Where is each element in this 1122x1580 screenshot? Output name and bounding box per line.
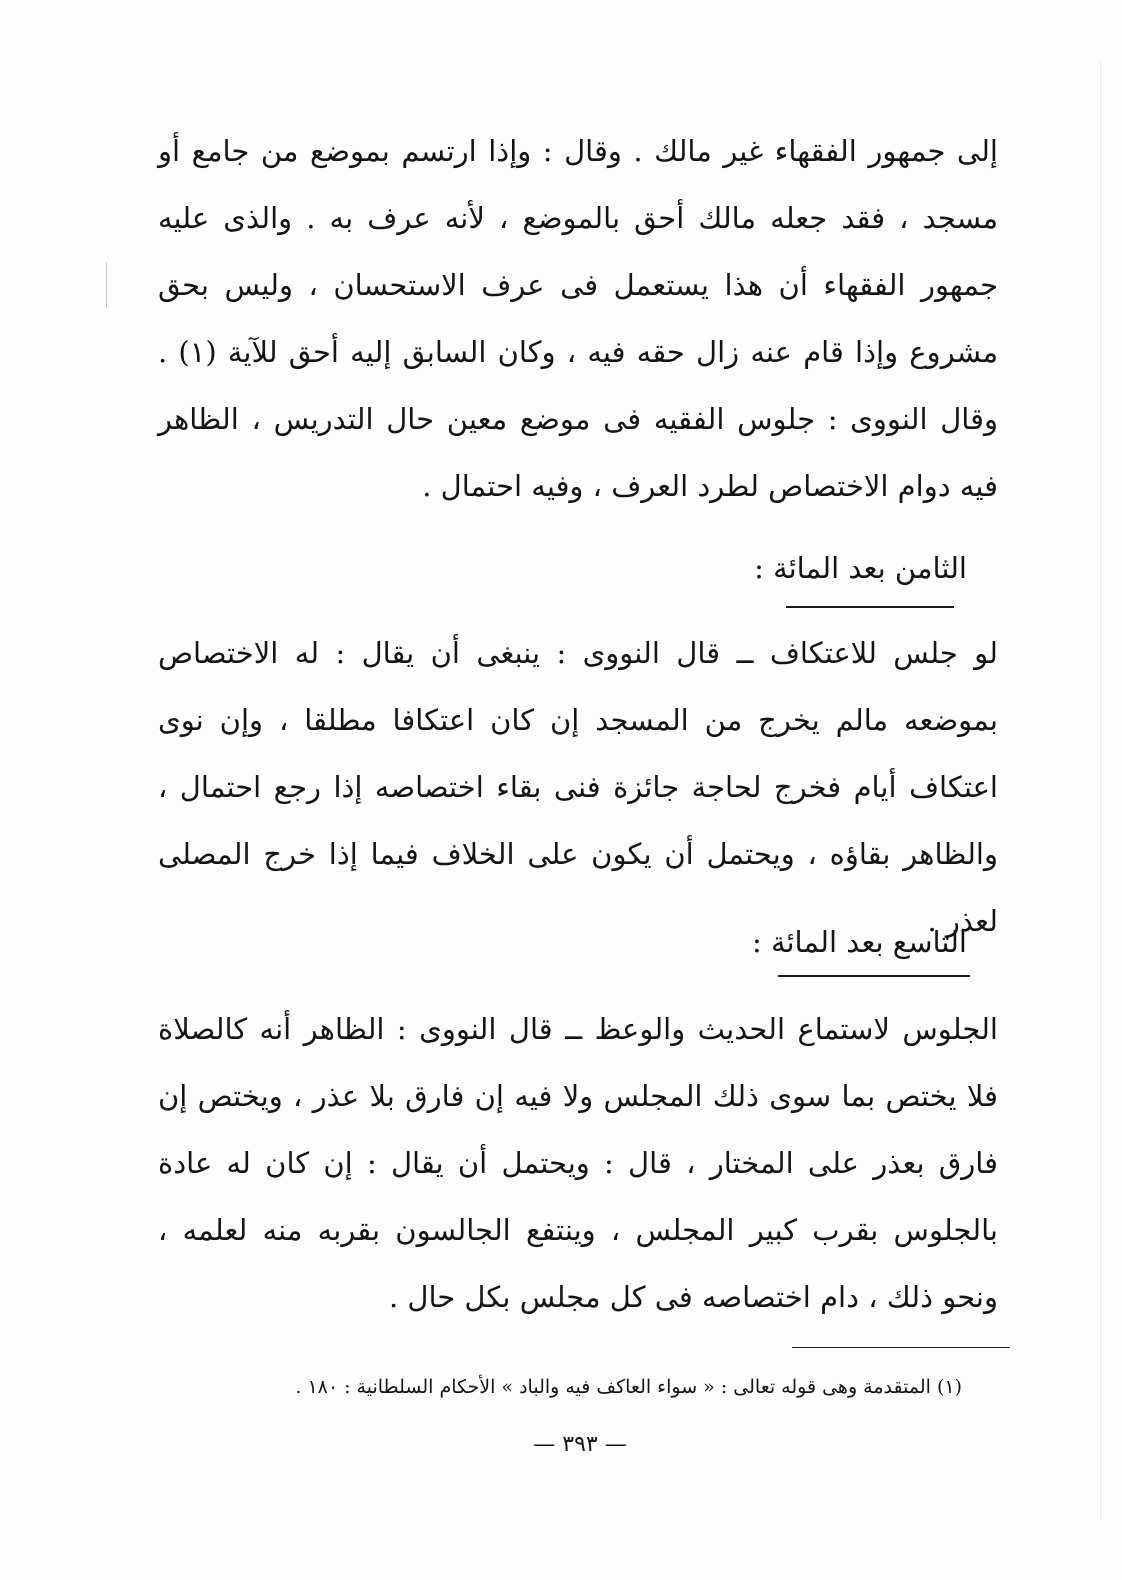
page-number: — ٣٩٣ —	[533, 1432, 627, 1457]
heading-underline	[786, 606, 954, 608]
ninth-paragraph: الجلوس لاستماع الحديث والوعظ ــ قال النووى : الظاهر أنه كالصلاة فلا يختص بما سوى ذلك المجلس ولا فيه إن فارق بلا عذر ، ويختص إن فارق بعذر على المختار ، قال : ويحتمل أن يقال : إن كان له عادة بالجلوس بقرب كبير المجلس ، وينتفع الجالسون بقربه منه لعلمه ، ونحو ذلك ، دام اختصاصه فى كل مجلس بكل حال .	[158, 1012, 998, 1314]
section-heading-ninth: التاسع بعد المائة :	[751, 925, 967, 959]
footnote: (١) المتقدمة وهى قوله تعالى : « سواء العاكف فيه والباد » الأحكام السلطانية : ١٨٠ .	[295, 1376, 962, 1398]
scan-right-edge	[1100, 60, 1101, 1520]
footnote-separator	[792, 1347, 1010, 1348]
eighth-paragraph: لو جلس للاعتكاف ــ قال النووى : ينبغى أن يقال : له الاختصاص بموضعه مالم يخرج من المسجد إن كان اعتكافا مطلقا ، وإن نوى اعتكاف أيام فخرج لحاجة جائزة فنى بقاء اختصاصه إذا رجع احتمال ، والظاهر بقاؤه ، ويحتمل أن يكون على الخلاف فيما إذا خرج المصلى لعذر .	[158, 636, 998, 938]
scan-edge-mark	[106, 262, 107, 308]
intro-paragraph: إلى جمهور الفقهاء غير مالك . وقال : وإذا ارتسم بموضع من جامع أو مسجد ، فقد جعله مالك أحق بالموضع ، لأنه عرف به . والذى عليه جمهور الفقهاء أن هذا يستعمل فى عرف الاستحسان ، وليس بحق مشروع وإذا قام عنه زال حقه فيه ، وكان السابق إليه أحق للآية (١) . وقال النووى : جلوس الفقيه فى موضع معين حال التدريس ، الظاهر فيه دوام الاختصاص لطرد العرف ، وفيه احتمال .	[158, 134, 998, 503]
heading-underline	[778, 975, 970, 977]
section-heading-eighth: الثامن بعد المائة :	[754, 551, 967, 585]
